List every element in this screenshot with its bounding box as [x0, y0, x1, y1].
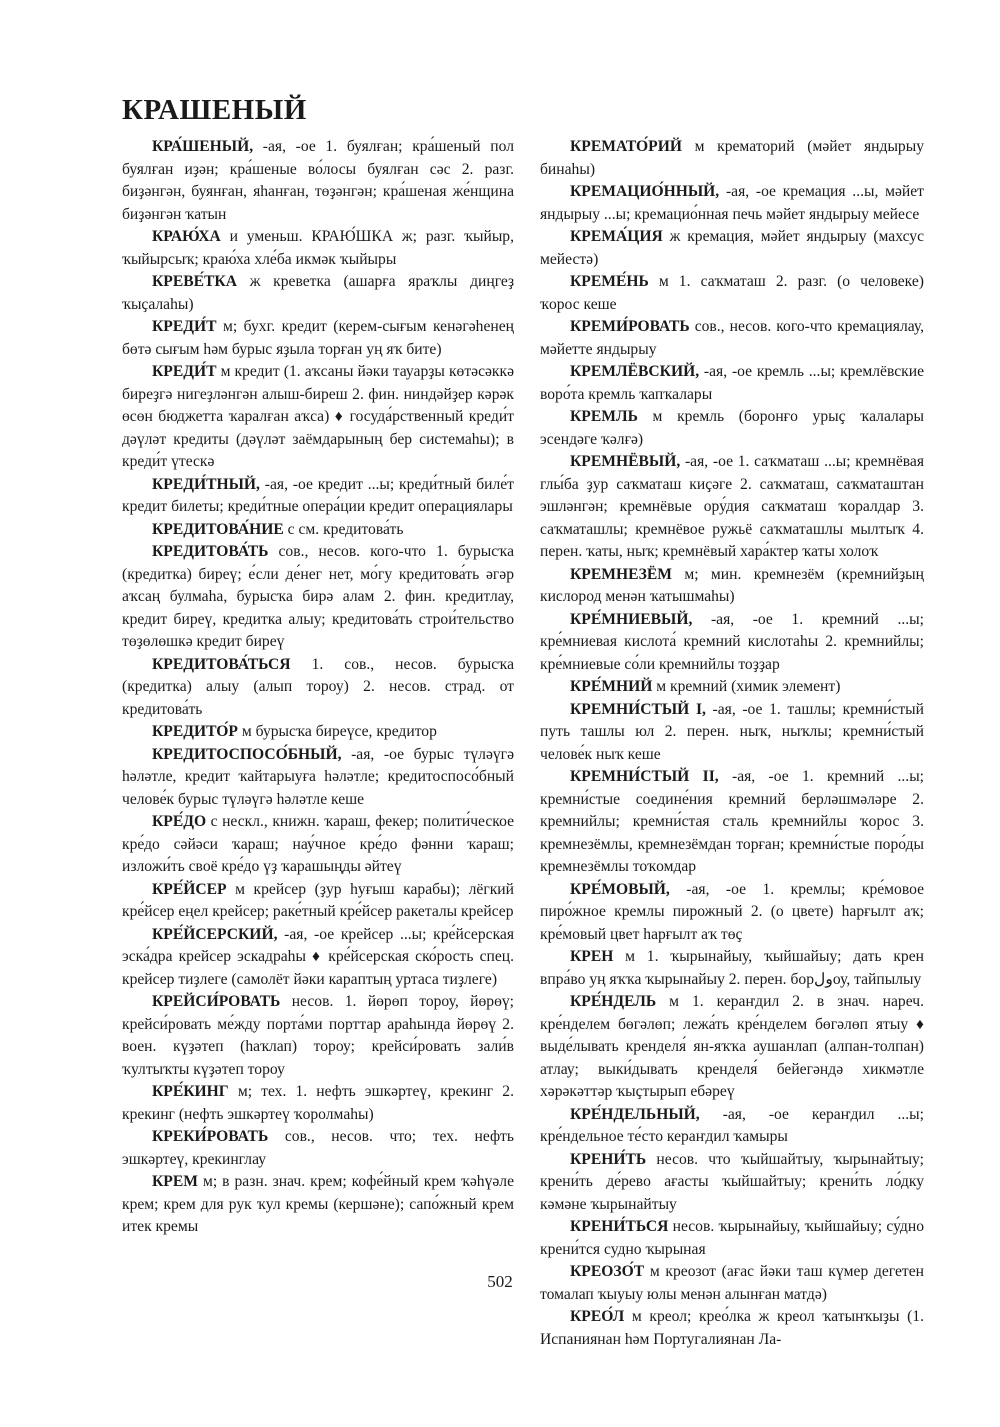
entry-definition: -ая, -ое 1. кремний ...ы; кре́мниевая кислота́ кремний кислотаһы 2. кремнийлы; кре́мниевые со́ли кремнийлы тоҙҙар [540, 610, 924, 673]
entry-definition: м; тех. 1. нефть эшкәртеү, крекинг 2. крекинг (нефть эшкәртеү ҡоролмаһы) [122, 1083, 514, 1123]
dictionary-entry [540, 1149, 924, 1217]
entry-definition: 1. сов., несов. бурысҡа (кредитка) алыу (алып тороу) 2. несов. страд. от кредитова́ть [122, 655, 514, 718]
entry-headword: КРЕМНИ́СТЫЙ II, [570, 768, 719, 785]
entry-headword: КРЕНИ́ТЬСЯ [570, 1218, 669, 1235]
entry-definition: -ая, -ое 1. ташлы; кремни́стый путь ташлы юл 2. перен. ныҡ, ныҡлы; кремни́стый челове́к ныҡ кеше [540, 700, 924, 763]
dictionary-entry [122, 136, 514, 226]
entry-headword: КРЕ́МОВЫЙ, [570, 880, 670, 898]
dictionary-entry [122, 1171, 514, 1239]
entry-headword: КРЕКИ́РОВАТЬ [152, 1128, 269, 1145]
entry-definition: -ая, -ое 1. буялған; кра́шеный пол буялған иҙән; кра́шеные во́лосы буялған сәс 2. разг. биҙәнгән, буянған, яһанған, төҙәнгән; кра́шеная же́нщина биҙәнгән ҡатын [122, 138, 514, 223]
entry-headword: КРЕ́МНИЕВЫЙ, [570, 610, 693, 628]
dictionary-entry [122, 519, 514, 542]
entry-headword: КРЕН [570, 948, 614, 965]
entry-definition: м 1. саҡматаш 2. разг. (о человеке) ҡорос кеше [540, 273, 924, 313]
entry-headword: КРЕМЛЁВСКИЙ, [570, 363, 700, 380]
entry-definition: м бурысҡа биреүсе, кредитор [237, 723, 437, 740]
dictionary-entry [540, 451, 924, 564]
dictionary-entry [122, 271, 514, 316]
entry-headword: КРЕДИТО́Р [152, 723, 238, 740]
dictionary-entry [540, 271, 924, 316]
dictionary-entry [122, 924, 514, 992]
entry-headword: КРЕМНЁВЫЙ, [570, 453, 681, 470]
entry-headword: КРЕЙСИ́РОВАТЬ [152, 993, 281, 1010]
entry-headword: КРЕМАТО́РИЙ [570, 138, 682, 155]
entry-headword: КРЕМНИ́СТЫЙ I, [570, 700, 706, 718]
dictionary-entry [122, 654, 514, 722]
entry-definition: -ая, -ое кредит ...ы; креди́тный биле́т кредит билеты; креди́тные опера́ции кредит операциялары [122, 475, 514, 515]
dictionary-entry [122, 1126, 514, 1171]
entry-headword: КРЕМИ́РОВАТЬ [570, 318, 690, 335]
entry-definition: сов., несов. кого-что 1. бурысҡа (кредитка) биреү; е́сли де́нег нет, мо́гу кредитова́ть әгәр аҡсаң булмаһа, бурысҡа бирә алам 2. фин. кредитлау, кредит биреү, кредитка алыу; кредитова́ть строи́тельство төҙөлөшкә кредит биреү [122, 543, 514, 650]
dictionary-entry [540, 609, 924, 677]
entry-definition: м крейсер (ҙур һуғыш карабы); лёгкий кре́йсер еңел крейсер; раке́тный кре́йсер ракеталы крейсер [122, 880, 514, 920]
dictionary-entry [540, 181, 924, 226]
entry-headword: КРЕМЛЬ [570, 408, 638, 425]
entry-definition: м; мин. кремнезём (кремнийҙың кислород менән ҡатышмаһы) [540, 565, 924, 605]
entry-headword: КРЕМА́ЦИЯ [570, 228, 663, 245]
dictionary-entry [122, 744, 514, 812]
entry-headword: КРЕ́НДЕЛЬ [570, 993, 657, 1010]
entry-headword: КРЕ́НДЕЛЬНЫЙ, [570, 1105, 700, 1123]
dictionary-entry [540, 879, 924, 947]
entry-headword: КРЕ́МНИЙ [570, 678, 653, 695]
dictionary-entry [122, 361, 514, 474]
entry-definition: -ая, -ое 1. кремлы; кре́мовое пиро́жное кремлы пирожный 2. (о цвете) һарғылт аҡ; кре́мовый цвет һарғылт аҡ төҫ [540, 880, 924, 943]
entry-definition: м 1. кераҥдил 2. в знач. нареч. кре́нделем бөгәлөп; лежа́ть кре́нделем бөгәлөп ятыу ♦ выде́лывать кренделя́ ян-яҡҡа аушанлап (алпан-толпан) атлау; выки́дывать кренделя́ бейегәндә хикмәтле хәрәкәттәр ҡыҫтырып ебәреү [540, 993, 924, 1100]
entry-headword: КРЕ́ДО [152, 813, 207, 830]
entry-definition: м креол; крео́лка ж креол ҡатынҡыҙы (1. Испаниянан һәм Португалиянан Ла- [540, 1308, 924, 1348]
entry-definition: с нескл., книжн. ҡараш, фекер; полити́ческое кре́до сәйәси ҡараш; нау́чное кре́до фәнни ҡараш; изложи́ть своё кре́до үҙ ҡарашыңды әйтеү [122, 813, 514, 875]
entry-definition: ж креветка (ашарға яраҡлы диңгеҙ ҡыҫалаһы) [122, 273, 514, 313]
entry-headword: КРЕМЕ́НЬ [570, 273, 649, 290]
dictionary-entry [122, 1081, 514, 1126]
left-column [122, 136, 514, 1239]
dictionary-entry [540, 406, 924, 451]
entry-definition: м 1. ҡырынайыу, ҡыйшайыу; дать крен впра́во уң яҡҡа ҡырынайыу 2. перен. борولоу, тайпылыу [540, 948, 924, 988]
entry-definition: и уменьш. КРАЮ́ШКА ж; разг. ҡыйыр, ҡыйырсыҡ; краю́ха хле́ба икмәк ҡыйыры [122, 228, 514, 268]
entry-definition: м кремль (боронғо урыҫ ҡалалары эсендәге ҡәлғә) [540, 408, 924, 448]
entry-headword: КРАЮ́ХА [152, 228, 221, 245]
entry-headword: КРЕДИ́Т [152, 363, 217, 380]
entry-headword: КРА́ШЕНЫЙ, [152, 138, 254, 155]
entry-headword: КРЕО́Л [570, 1308, 625, 1325]
entry-definition: -ая, -ое бурыс түләүгә һәләтле, кредит ҡайтарыуға һәләтле; кредитоспосо́бный челове́к бурыс түләүгә һәләтле кеше [122, 745, 514, 808]
entry-definition: -ая, -ое 1. кремний ...ы; кремни́стые соедине́ния кремний берләшмәләре 2. кремнийлы; кремни́стая сталь кремнийлы ҡорос 3. кремнезёмлы, кремнезёмдан торған; кремни́стые поро́ды кремнезёмлы тоҡомдар [540, 768, 924, 875]
dictionary-entry [540, 361, 924, 406]
dictionary-entry [540, 1306, 924, 1351]
entry-definition: м; бухг. кредит (керем-сығым кенәгәһенең бөтә сығым һәм бурыс яҙыла торған уң яҡ бите) [122, 318, 514, 358]
entry-headword: КРЕДИ́Т [152, 318, 217, 335]
entry-definition: несов. что ҡыйшайтыу, ҡырынайтыу; крени́ть де́рево ағасты ҡыйшайтыу; крени́ть ло́дку кәмәне ҡырынайтыу [540, 1150, 924, 1213]
entry-headword: КРЕ́ЙСЕРСКИЙ, [152, 925, 278, 943]
entry-headword: КРЕВЕ́ТКА [152, 273, 238, 290]
entry-definition: -ая, -ое крейсер ...ы; кре́йсерская эска́дра крейсер эскадраһы ♦ кре́йсерская ско́рость спец. крейсер тиҙлеге (самолёт йәки карaптың уртаса тиҙлеге) [122, 925, 514, 988]
dictionary-entry [540, 946, 924, 991]
dictionary-entry [122, 721, 514, 744]
entry-definition: м кредит (1. аҡсаны йәки тауарҙы көтәсәккә биреҙгә нигеҙләнгән алыш-биреш 2. фин. ниндәйҙер кәрәк өсөн бюджетта ҡаралған аҡса) ♦ госуда́рственный креди́т дәүләт кредиты (дәүләт заёмдарының бер системаһы); в креди́т үтескә [122, 363, 514, 470]
entry-headword: КРЕ́КИНГ [152, 1083, 229, 1100]
page-number: 502 [487, 1272, 513, 1291]
dictionary-entry [122, 474, 514, 519]
entry-headword: КРЕМАЦИО́ННЫЙ, [570, 183, 720, 200]
entry-headword: КРЕМ [152, 1173, 198, 1190]
dictionary-entry [122, 226, 514, 271]
entry-definition: м крематорий (мәйет яндырыу бинаһы) [540, 138, 924, 178]
entry-headword: КРЕДИТОВА́ТЬ [152, 543, 269, 560]
dictionary-entry [540, 676, 924, 699]
dictionary-entry [540, 316, 924, 361]
entry-headword: КРЕНИ́ТЬ [570, 1150, 647, 1168]
entry-definition: -ая, -ое кремация ...ы, мәйет яндырыу ...ы; кремацио́нная печь мәйет яндырыу мейесе [540, 183, 924, 223]
entry-definition: -ая, -ое кераҥдил ...ы; кре́ндельное те́сто кераҥдил ҡамыры [540, 1105, 924, 1145]
dictionary-entry [540, 226, 924, 271]
entry-definition: несов. 1. йөрөп тороу, йөрөү; крейси́ровать ме́жду порта́ми порттар араһында йөрөү 2. воен. күҙәтеп (һаҡлап) тороу; крейси́ровать зали́в ҡултыҡты күҙәтеп тороу [122, 993, 514, 1078]
dictionary-entry [540, 564, 924, 609]
dictionary-entry [122, 879, 514, 924]
entry-definition: -ая, -ое 1. саҡматаш ...ы; кремнёвая глы́ба ҙур саҡматаш киҫәге 2. саҡматаш, саҡматаштан эшләнгән; кремнёвые ору́дия саҡматаш ҡоралдар 3. саҡматашлы; кремнёвое ружьё саҡматашлы мылтыҡ 4. перен. ҡаты, ныҡ; кремнёвый хара́ктер ҡаты холоҡ [540, 453, 924, 560]
dictionary-entry [540, 136, 924, 181]
entry-headword: КРЕМНЕЗЁМ [570, 565, 673, 583]
entry-definition: несов. ҡырынайыу, ҡыйшайыу; су́дно крени́тся судно ҡырыная [540, 1218, 924, 1258]
right-column [540, 136, 924, 1351]
entry-headword: КРЕДИ́ТНЫЙ, [152, 475, 260, 493]
entry-headword: КРЕОЗО́Т [570, 1263, 645, 1280]
dictionary-entry [122, 811, 514, 879]
entry-headword: КРЕ́ЙСЕР [152, 880, 227, 898]
dictionary-entry [540, 766, 924, 879]
entry-headword: КРЕДИТОВА́ТЬСЯ [152, 655, 291, 673]
entry-definition: м; в разн. знач. крем; кофе́йный крем ҡәһүәле крем; крем для рук ҡул кремы (кершәне); сапо́жный крем итек кремы [122, 1173, 514, 1235]
running-head: КРАШЕНЫЙ [122, 94, 307, 126]
entry-definition: м креозот (ағас йәки таш күмер дегетен томалап ҡыуыу юлы менән алынған матдә) [540, 1263, 924, 1303]
entry-headword: КРЕДИТОСПОСО́БНЫЙ, [152, 745, 342, 763]
dictionary-entry [540, 1104, 924, 1149]
entry-definition: сов., несов. кого-что кремациялау, мәйетте яндырыу [540, 318, 924, 358]
entry-definition: ж кремация, мәйет яндырыу (махсус мейестә) [540, 228, 924, 268]
entry-definition: м кремний (химик элемент) [652, 678, 841, 695]
entry-definition: сов., несов. что; тех. нефть эшкәртеү, крекинглау [122, 1128, 514, 1168]
dictionary-entry [540, 991, 924, 1104]
entry-definition: -ая, -ое кремль ...ы; кремлёвские воро́та кремль ҡапҡалары [540, 363, 924, 403]
dictionary-entry [122, 991, 514, 1081]
entry-headword: КРЕДИТОВА́НИЕ [152, 520, 284, 538]
dictionary-entry [122, 541, 514, 654]
dictionary-entry [540, 1216, 924, 1261]
dictionary-entry [540, 699, 924, 767]
dictionary-entry [122, 316, 514, 361]
entry-definition: с см. кредитова́ть [283, 520, 404, 538]
